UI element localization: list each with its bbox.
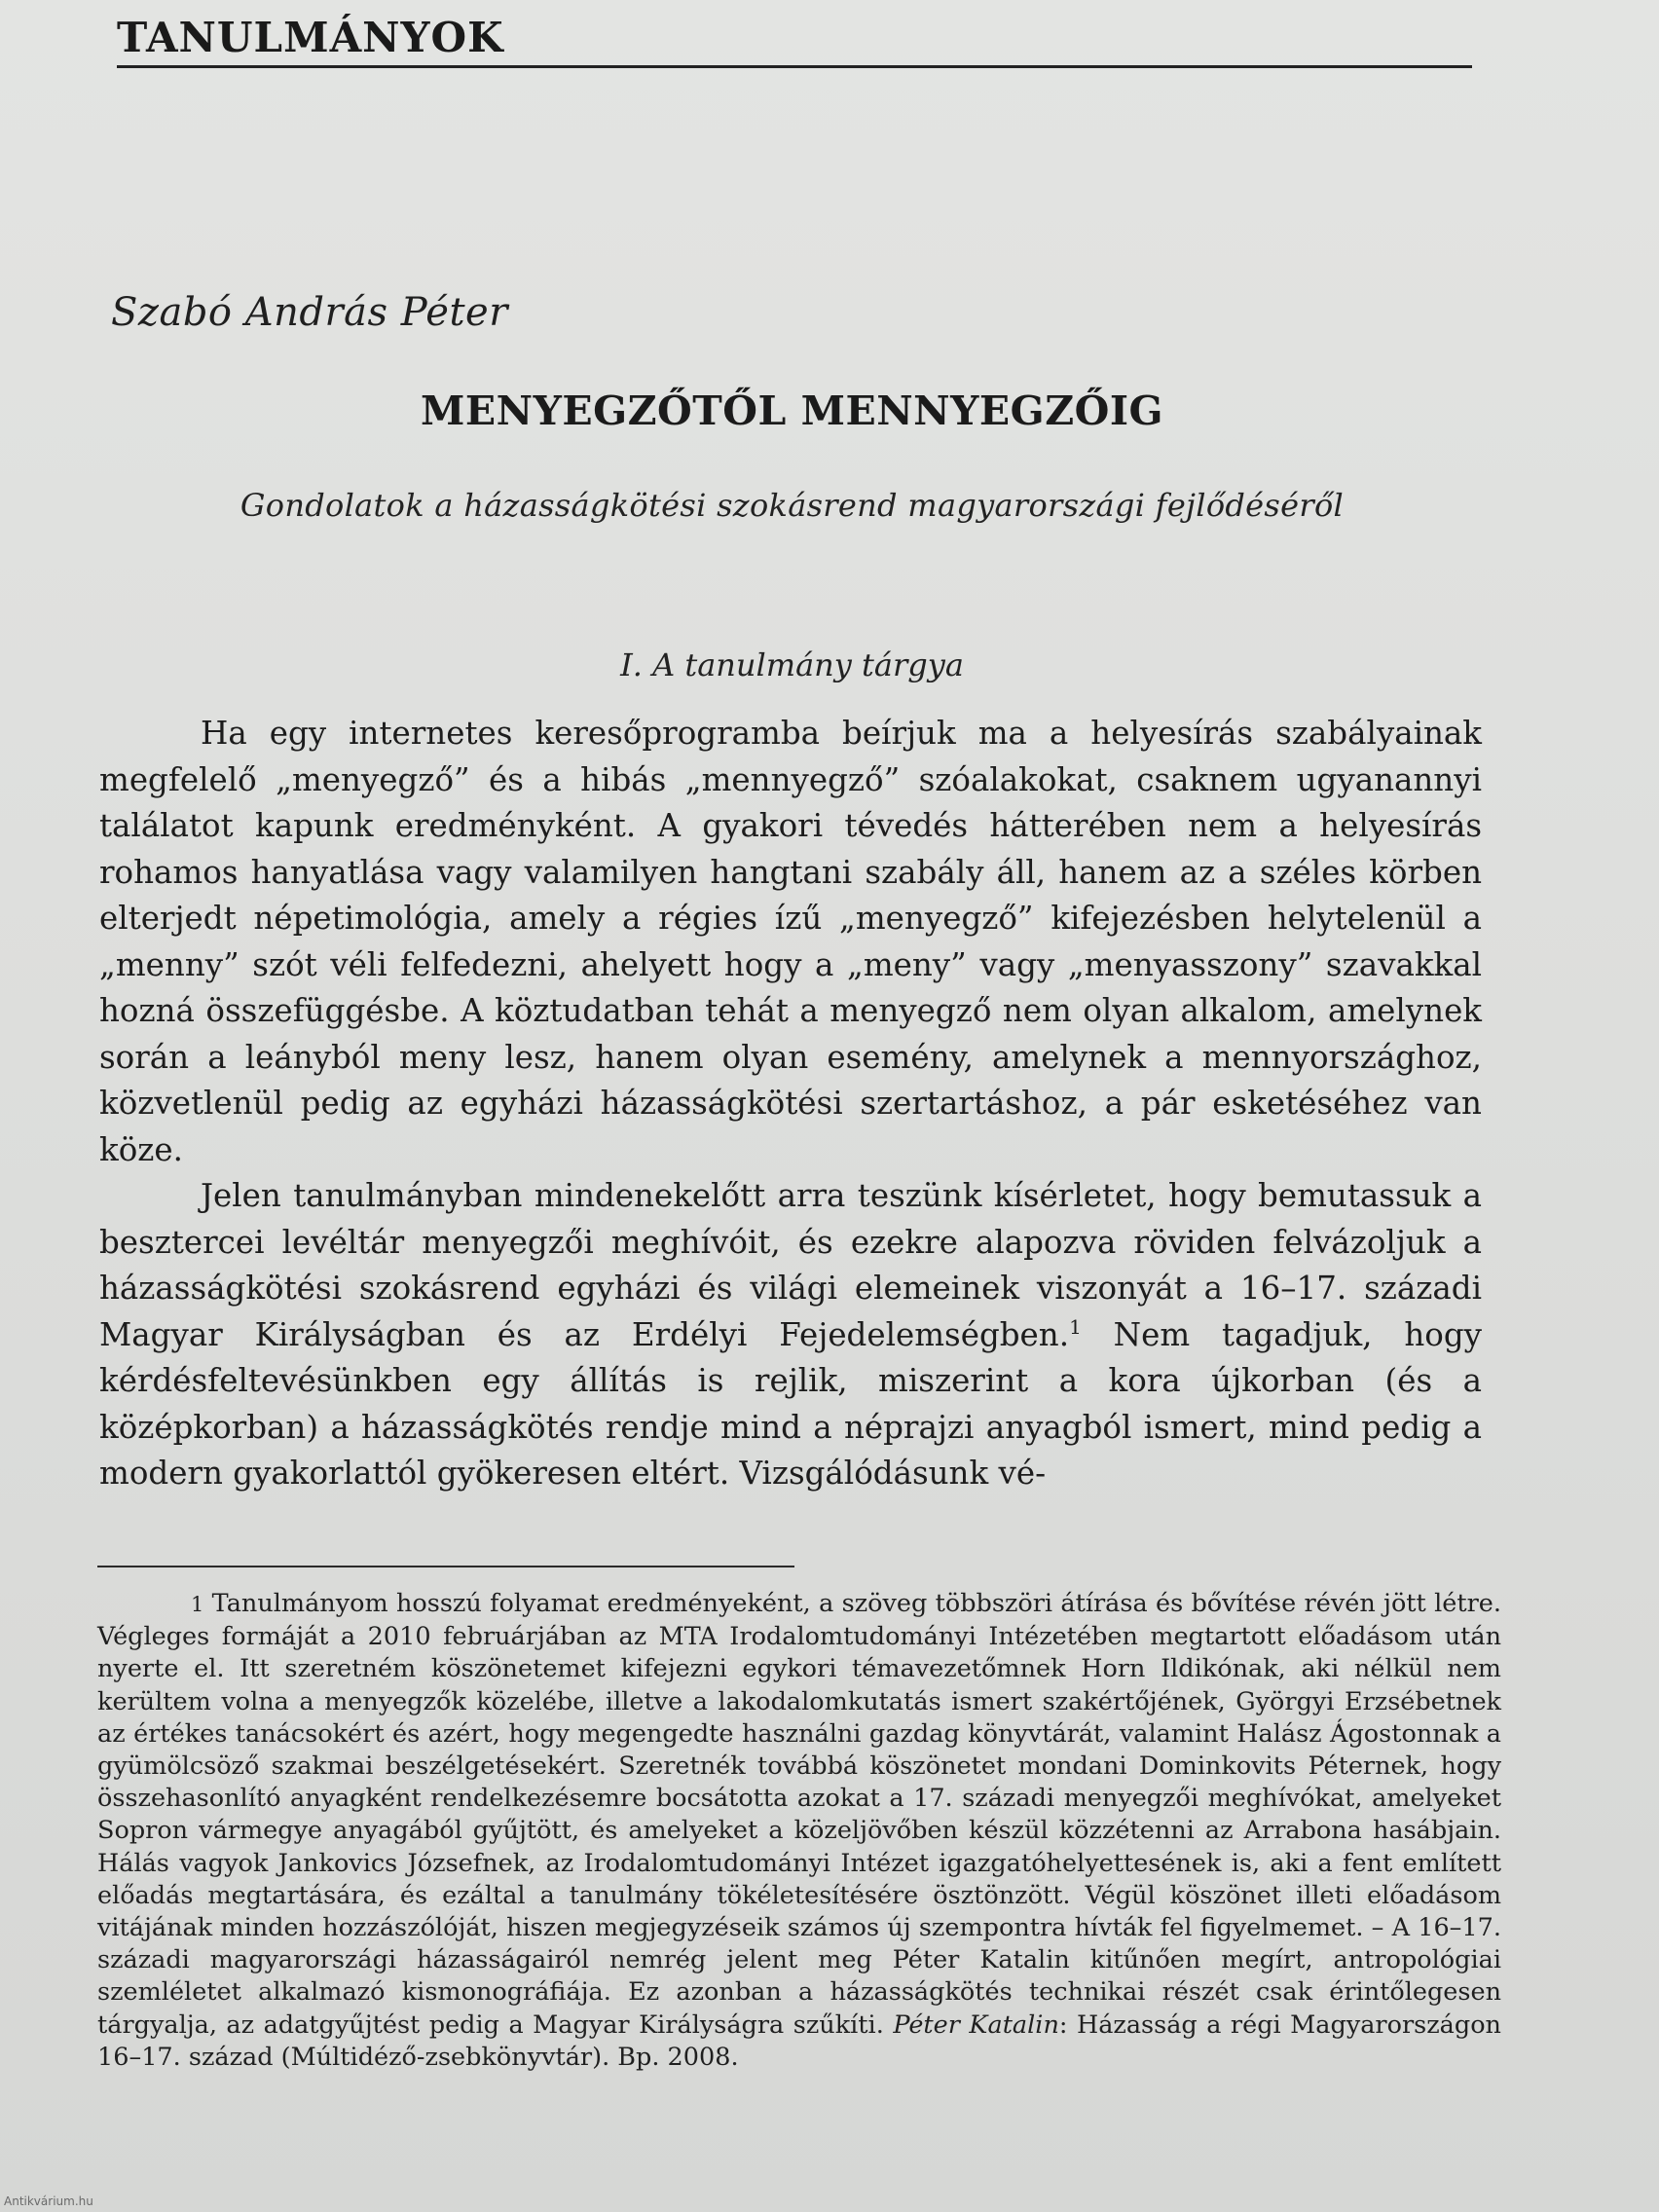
section-header [117,14,1472,68]
footnote-divider [97,1566,794,1567]
footnote-number: 1 [191,1593,204,1616]
article-subtitle: Gondolatok a házasságkötési szokásrend magyarországi fejlődéséről [240,487,1345,524]
article-body [99,711,1482,1497]
footnote-cited-author: Péter Katalin [893,2009,1059,2040]
footnote-citation: : Házasság a régi Magyarországon 16–17. század (Múltidéző-zsebkönyvtár). Bp. 2008. [97,2009,1501,2072]
paragraph-text: Nem tagadjuk, hogy kérdésfeltevésünkben egy állítás is rejlik, miszerint a kora újkorban (és a középkorban) a házasságkötés rendje mind a néprajzi anyagból ismert, mind pedig a modern gyakorlattól gyökeresen eltért. Vizsgálódásunk vé- [99,1315,1483,1492]
paragraph-text: Jelen tanulmányban mindenekelőtt arra teszünk kísérletet, hogy bemutassuk a besztercei levéltár menyegzői meghívóit, és ezekre alapozva röviden felvázoljuk a házasságkötési szokásrend egyházi és világi elemeinek viszonyát a 16–17. századi Magyar Királyságban és az Erdélyi Fejedelemségben. [99,1177,1482,1353]
footnote-text: Tanulmányom hosszú folyamat eredményeként, a szöveg többszöri átírása és bővítése révén jött létre. Végleges formáját a 2010 februárjában az MTA Irodalomtudományi Intézetében megtartott előadásom után nyerte el. Itt szeretném köszönetemet kifejezni egykori témavezetőmnek Horn Ildikónak, aki nélkül nem kerültem volna a menyegzők közelébe, illetve a lakodalomkutatás ismert szakértőjének, Györgyi Erzsébetnek az értékes tanácsokért és azért, hogy megengedte használni gazdag könyvtárát, valamint Halász Ágostonnak a gyümölcsöző szakmai beszélgetésekért. Szeretnék továbbá köszönetet mondani Dominkovits Péternek, hogy összehasonlító anyagként rendelkezésemre bocsátotta azokat a 17. századi menyegzői meghívókat, amelyeket Sopron vármegye anyagából gyűjtött, és amelyeket a közeljövőben készül közzétenni az Arrabona hasábjain. Hálás vagyok Jankovics Józsefnek, az Irodalomtudományi Intézet igazgatóhelyettesének is, aki a fent említett előadás megtartására, és ezáltal a tanulmány tökéletesítésére ösztönzött. Végül köszönet illeti előadásom vitájának minden hozzászólóját, hiszen megjegyzéseik számos új szempontra hívták fel figyelmemet. – A 16–17. századi magyarországi házasságairól nemrég jelent meg Péter Katalin kitűnően megírt, antropológiai szemléletet alkalmazó kismonográfiája. Ez azonban a házasságkötés technikai részét csak érintőlegesen tárgyalja, az adatgyűjtést pedig a Magyar Királyságra szűkíti. [97,1589,1501,2040]
footnote [97,1588,1501,2074]
body-paragraph [99,1173,1482,1497]
body-paragraph: Ha egy internetes keresőprogramba beírjuk ma a helyesírás szabályainak megfelelő „menyegző” és a hibás „mennyegző” szóalakokat, csaknem ugyanannyi találatot kapunk eredményként. A gyakori tévedés hátterében nem a helyesírás rohamos hanyatlása vagy valamilyen hangtani szabály áll, hanem az a széles körben elterjedt népetimológia, amely a régies ízű „menyegző” kifejezésben helytelenül a „menny” szót véli felfedezni, ahelyett hogy a „meny” vagy „menyasszony” szavakkal hozná összefüggésbe. A köztudatban tehát a menyegző nem olyan alkalom, amelynek során a leányból meny lesz, hanem olyan esemény, amelynek a mennyországhoz, közvetlenül pedig az egyházi házasságkötési szertartáshoz, a pár esketéséhez van köze. [99,715,1482,1168]
watermark: Antikvárium.hu [4,2194,93,2208]
section-heading: I. A tanulmány tárgya [620,646,964,683]
section-title: TANULMÁNYOK [117,14,504,61]
article-title: MENYEGZŐTŐL MENNYEGZŐIG [420,387,1164,434]
footnote-reference[interactable]: 1 [1069,1314,1082,1339]
author-name: Szabó András Péter [111,290,508,335]
